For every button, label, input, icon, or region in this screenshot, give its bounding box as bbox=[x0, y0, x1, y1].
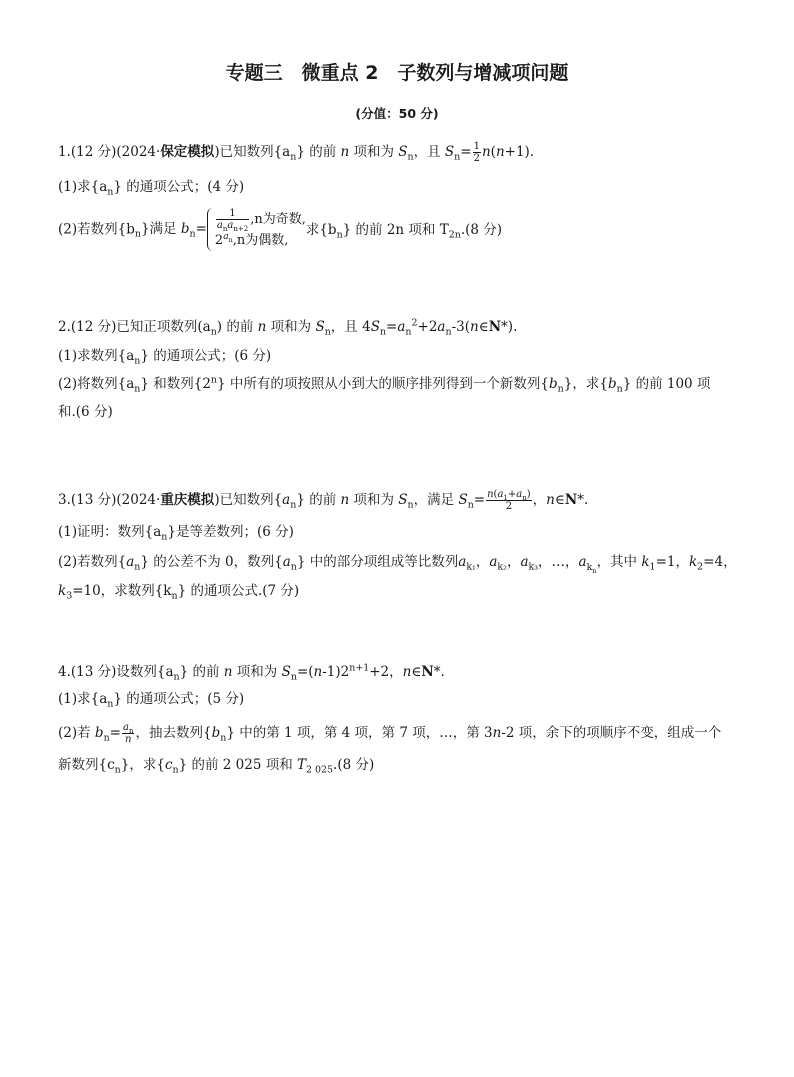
question-4-stem: 4.(13 分)设数列$\{a_n\}$ 的前 n 项和为 $S_n=(n-1)2^{n+1}+2$，n∈N*. bbox=[58, 662, 445, 683]
question-2-part-2: (2)将数列$\{a_n\}$ 和数列{2$^n$} 中所有的项按照从小到大的顺序排列得到一个新数列$\{b_n\}$，求$\{b_n\}$ 的前 100 项 bbox=[58, 374, 711, 395]
question-2-stem: 2.(12 分)已知正项数列$(a_n)$ 的前 n 项和为 $S_n$，且 $4S_n=a_n^2+2a_n-3(n\in N*)$. bbox=[58, 317, 518, 338]
question-2-part-2-cont: 和.(6 分) bbox=[58, 404, 113, 420]
question-1-stem: 1.(12 分)(2024·保定模拟)已知数列$\{a_n\}$ 的前 n 项和为 $S_n$，且 $S_n=$ $\frac{1}{2}$ n(n+1). bbox=[58, 141, 535, 164]
question-3-part-2-cont: $k_3=10$，求数列$\{k_n\}$ 的通项公式.(7 分) bbox=[58, 583, 300, 602]
question-3-part-2: (2)若数列$\{a_n\}$ 的公差不为 0，数列$\{a_n\}$ 中的部分项组成等比数列$a_{k_1}$，$a_{k_2}$，$a_{k_3}$，…，$a_{k_n}$，其中 $k_1=1$，$k_2=4$， bbox=[58, 554, 737, 575]
question-3-stem: 3.(13 分)(2024·重庆模拟)已知数列$\{a_n\}$ 的前 n 项和为 $S_n$，满足 $S_n=$ $\frac{n(a_1+a_n)}{2}$ ，n∈N*. bbox=[58, 489, 589, 512]
fraction-one-half: $\frac{1}{2}$ bbox=[473, 141, 480, 164]
page-title: 专题三 微重点 2 子数列与增减项问题 bbox=[225, 62, 569, 84]
question-1-part-1: (1)求$\{a_n\}$ 的通项公式；(4 分) bbox=[58, 179, 245, 198]
fraction-sum-formula: $\frac{n(a_1+a_n)}{2}$ bbox=[487, 489, 531, 512]
question-1-part-2: (2)若数列$\{b_n\}$满足 $b_n=$ $\frac{1}{a_na_{n+2}}$ ,n为奇数, $2^{a_n},n$为偶数, 求$\{b_n\}$ 的前 2n 项和 $T_{2n}.(8$ 分) bbox=[58, 208, 502, 251]
total-score: (分值：50 分) bbox=[355, 106, 439, 121]
question-4-part-1: (1)求$\{a_n\}$ 的通项公式；(5 分) bbox=[58, 691, 245, 710]
question-1-source: 保定模拟 bbox=[160, 144, 215, 160]
question-2-part-1: (1)求数列$\{a_n\}$ 的通项公式；(6 分) bbox=[58, 348, 272, 367]
fraction-an-over-n: $\frac{a_n}{n}$ bbox=[122, 722, 134, 745]
question-3-part-1: (1)证明：数列$\{a_n\}$是等差数列；(6 分) bbox=[58, 524, 294, 543]
question-4-part-2-cont: 新数列$\{c_n\}$，求$\{c_n\}$ 的前 2 025 项和 $T_{2 025}.(8$ 分) bbox=[58, 757, 375, 776]
piecewise-definition: $\frac{1}{a_na_{n+2}}$ ,n为奇数, $2^{a_n},n$为偶数, bbox=[207, 208, 306, 251]
question-4-part-2: (2)若 $b_n=$ $\frac{a_n}{n}$ ，抽去数列$\{b_n\}$ 中的第 1 项，第 4 项，第 7 项，…，第 3n-2 项，余下的项顺序不变，组成一个 bbox=[58, 722, 722, 745]
question-3-source: 重庆模拟 bbox=[160, 492, 215, 508]
